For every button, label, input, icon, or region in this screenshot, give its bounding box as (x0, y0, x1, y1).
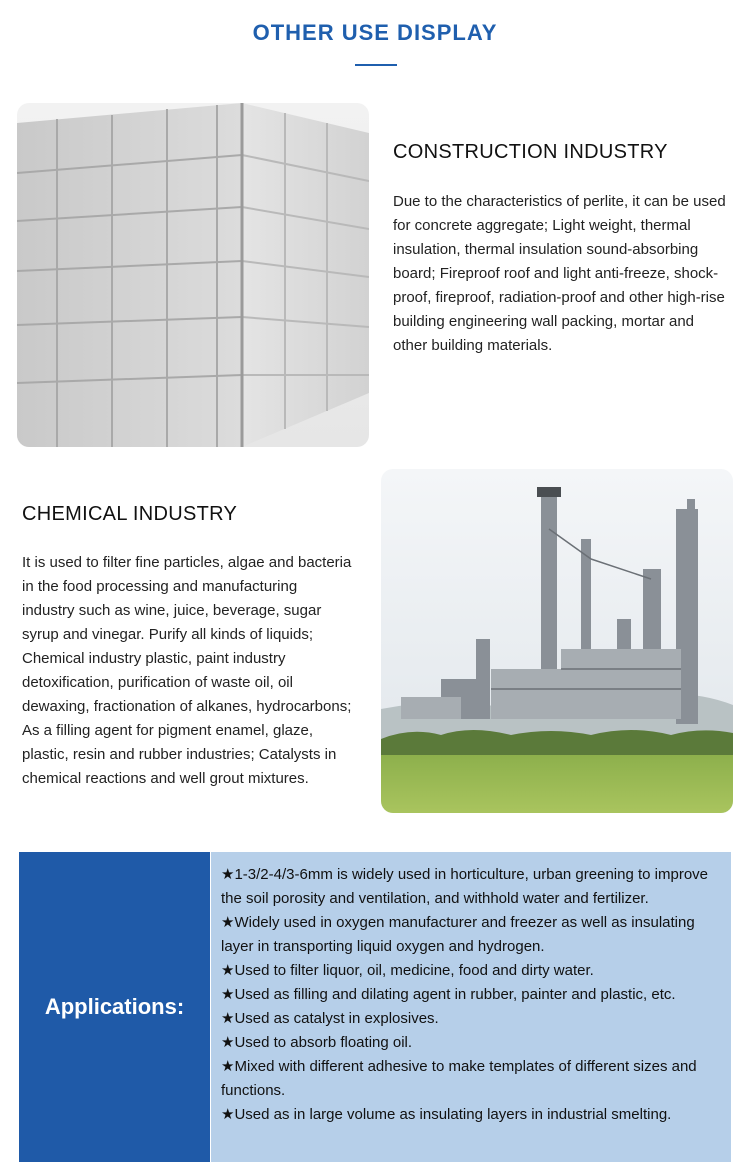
application-item: ★Used as in large volume as insulating layers in industrial smelting. (221, 1106, 672, 1123)
application-item: ★Used to filter liquor, oil, medicine, food and dirty water. (221, 962, 594, 979)
application-item: ★Mixed with different adhesive to make templates of different sizes and functions. (221, 1058, 697, 1099)
construction-description: Due to the characteristics of perlite, it can be used for concrete aggregate; Light weight, thermal insulation, thermal insulation sound-absorbing board; Fireproof roof and light anti-freeze, shock-proof, fireproof, radiation-proof and other high-rise building engineering wall packing, mortar and other building materials. (393, 193, 726, 354)
title-underline (355, 64, 397, 66)
chemical-plant-photo (381, 469, 733, 813)
application-item: ★Widely used in oxygen manufacturer and freezer as well as insulating layer in transporting liquid oxygen and hydrogen. (221, 914, 695, 955)
application-item: ★Used as filling and dilating agent in rubber, painter and plastic, etc. (221, 986, 676, 1003)
page-title: OTHER USE DISPLAY (252, 20, 498, 45)
application-item: ★Used to absorb floating oil. (221, 1034, 413, 1051)
applications-table (19, 852, 731, 1162)
application-item: ★Used as catalyst in explosives. (221, 1010, 439, 1027)
perlite-blocks-photo (17, 103, 369, 447)
chemical-heading: CHEMICAL INDUSTRY (22, 503, 238, 525)
applications-list (211, 852, 731, 1162)
application-item: ★1-3/2-4/3-6mm is widely used in horticulture, urban greening to improve the soil porosity and ventilation, and withhold water and fertilizer. (221, 866, 709, 907)
applications-label: Applications: (19, 852, 210, 1162)
construction-heading: CONSTRUCTION INDUSTRY (393, 141, 668, 163)
chemical-description: It is used to filter fine particles, algae and bacteria in the food processing and manufacturing industry such as wine, juice, beverage, sugar syrup and vinegar. Purify all kinds of liquids; Chemical industry plastic, paint industry detoxification, purification of waste oil, oil dewaxing, fractionation of alkanes, hydrocarbons; As a filling agent for pigment enamel, glaze, plastic, resin and rubber industries; Catalysts in chemical reactions and well grout mixtures. (22, 554, 352, 787)
